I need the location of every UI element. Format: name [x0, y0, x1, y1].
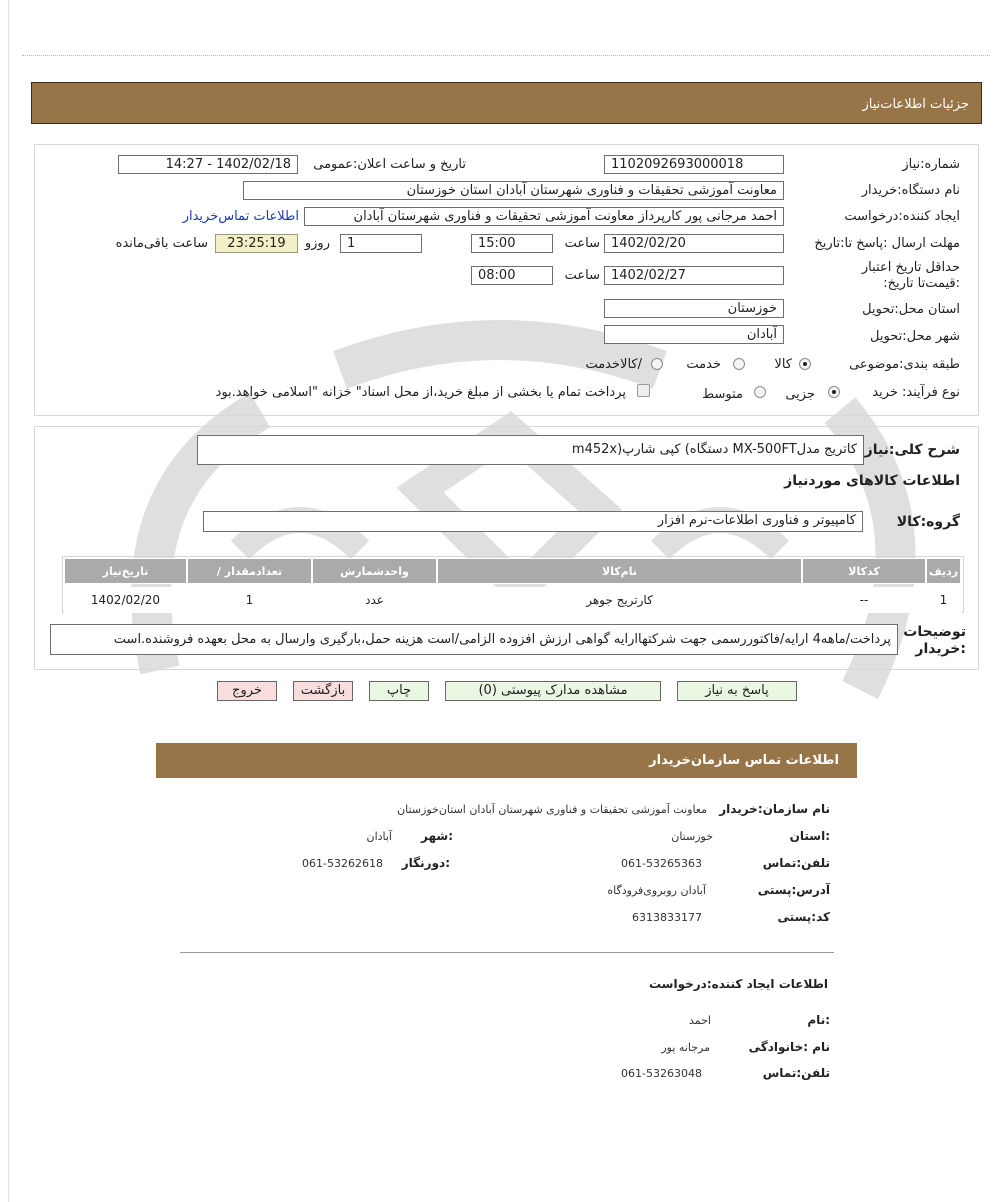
delivery-province-field[interactable]: خوزستان	[604, 299, 784, 318]
table-header-need-date: تاریخ‌نیاز	[64, 558, 187, 584]
contact-postal-value: 6313833177	[632, 911, 702, 924]
process-medium-label: متوسط	[702, 387, 743, 402]
reply-button[interactable]: پاسخ به نیاز	[677, 681, 797, 701]
requester-family-value: مرجانه پور	[661, 1041, 710, 1054]
requester-name-label: :نام	[807, 1013, 830, 1027]
need-number-label: شماره:نیاز	[902, 157, 960, 172]
countdown-timer: 23:25:19	[215, 234, 298, 253]
category-goods-service-radio[interactable]	[651, 358, 663, 370]
category-goods-service-label: /کالاخدمت	[585, 357, 642, 372]
table-header-row-number: ردیف	[926, 558, 961, 584]
buyer-notes-field[interactable]: پرداخت/ماهه4 ارایه/فاکتوررسمی جهت شرکتهاارایه گواهی ارزش افزوده الزامی/است هزینه حمل،بارگیری وارسال به محل بعهده فروشنده.است	[50, 624, 898, 655]
contact-org-label: نام سازمان:خریدار	[719, 802, 830, 816]
details-header-bar	[31, 82, 982, 124]
contact-province-value: خوزستان	[671, 830, 713, 843]
treasury-payment-label: پرداخت تمام یا بخشی از مبلغ خرید،از محل اسناد" خزانه "اسلامی خواهد.بود	[215, 385, 626, 400]
table-cell-unit: عدد	[312, 587, 437, 613]
requester-phone-label: تلفن:تماس	[762, 1066, 830, 1080]
contact-address-value: آبادان روبروی‌فرودگاه	[607, 884, 706, 897]
contact-fax-label: :دورنگار	[401, 856, 450, 870]
contact-phone-label: تلفن:تماس	[762, 856, 830, 870]
remaining-time-label: ساعت باقی‌مانده	[115, 236, 208, 251]
contact-phone-value: 061-53265363	[621, 857, 702, 870]
announce-datetime-field[interactable]: 1402/02/18 - 14:27	[118, 155, 298, 174]
process-partial-label: جزیی	[785, 387, 815, 402]
buyer-org-label: نام دستگاه:خریدار	[861, 183, 960, 198]
table-header-item-code: کدکالا	[802, 558, 926, 584]
table-cell-item-name: کارتریج جوهر	[437, 587, 802, 613]
buyer-contact-title: اطلاعات تماس سازمان‌خریدار	[649, 753, 839, 768]
reply-deadline-label: مهلت ارسال :پاسخ تا:تاریخ	[814, 236, 960, 251]
reply-deadline-time-field[interactable]: 15:00	[471, 234, 553, 253]
category-service-radio[interactable]	[733, 358, 745, 370]
contact-separator	[180, 952, 834, 953]
days-field[interactable]: 1	[340, 234, 422, 253]
requester-info-title: اطلاعات ایجاد کننده:درخواست	[648, 977, 828, 991]
table-cell-need-date: 1402/02/20	[64, 587, 187, 613]
announce-datetime-label: تاریخ و ساعت اعلان:عمومی	[313, 157, 466, 172]
category-goods-radio[interactable]	[799, 358, 811, 370]
category-label: طبقه بندی:موضوعی	[849, 357, 960, 372]
table-cell-quantity: 1	[187, 587, 312, 613]
reply-deadline-date-field[interactable]: 1402/02/20	[604, 234, 784, 253]
table-cell-item-code: --	[802, 587, 926, 613]
requester-label: ایجاد کننده:درخواست	[844, 209, 960, 224]
price-validity-date-field[interactable]: 1402/02/27	[604, 266, 784, 285]
contact-fax-value: 061-53262618	[302, 857, 383, 870]
table-header-unit: واحدشمارش	[312, 558, 437, 584]
delivery-province-label: استان محل:تحویل	[862, 302, 960, 317]
table-cell-row-number: 1	[926, 587, 961, 613]
exit-button[interactable]: خروج	[217, 681, 277, 701]
price-validity-label: حداقل تاریخ اعتبار :قیمت‌تا تاریخ:	[861, 260, 960, 291]
details-header-title: جزئیات اطلاعات‌نیاز	[862, 97, 969, 112]
contact-address-label: آدرس:پستی	[757, 883, 830, 897]
category-goods-label: کالا	[774, 357, 792, 372]
buyer-org-field[interactable]: معاونت آموزشی تحقیقات و فناوری شهرستان آبادان استان خوزستان	[243, 181, 784, 200]
buyer-contact-link[interactable]: اطلاعات تماس‌خریدار	[182, 209, 299, 224]
contact-org-value: معاونت آموزشی تحقیقات و فناوری شهرستان آبادان استان‌خوزستان	[397, 803, 707, 816]
requester-field[interactable]: احمد مرجانی پور کارپرداز معاونت آموزشی تحقیقات و فناوری شهرستان آبادان	[304, 207, 784, 226]
price-validity-time-label: ساعت	[564, 268, 600, 283]
process-type-label: نوع فرآیند: خرید	[872, 385, 960, 400]
price-validity-time-field[interactable]: 08:00	[471, 266, 553, 285]
need-number-field[interactable]: 1102092693000018	[604, 155, 784, 174]
goods-group-label: گروه:کالا	[896, 514, 960, 530]
requester-phone-value: 061-53263048	[621, 1067, 702, 1080]
reply-deadline-time-label: ساعت	[564, 236, 600, 251]
contact-postal-label: کد:پستی	[777, 910, 830, 924]
buyer-notes-label: توضیحات :خریدار	[903, 624, 966, 657]
treasury-payment-checkbox[interactable]	[637, 384, 650, 397]
summary-label: شرح کلی:نیاز	[864, 442, 960, 458]
page-left-border	[8, 0, 9, 1202]
goods-group-field[interactable]: کامپیوتر و فناوری اطلاعات-نرم افزار	[203, 511, 863, 532]
back-button[interactable]: بازگشت	[293, 681, 353, 701]
delivery-city-field[interactable]: آبادان	[604, 325, 784, 344]
top-divider	[22, 55, 990, 56]
summary-field[interactable]: کاتریج مدلMX-500FT دستگاه) کپی شارپ(m452x	[197, 435, 864, 465]
category-service-label: خدمت	[686, 357, 721, 372]
table-header-item-name: نام‌کالا	[437, 558, 802, 584]
contact-city-label: :شهر	[421, 829, 453, 843]
requester-family-label: نام :خانوادگی	[748, 1040, 830, 1054]
buyer-contact-header-bar	[156, 743, 857, 778]
attachments-button[interactable]: مشاهده مدارک پیوستی (0)	[445, 681, 661, 701]
process-partial-radio[interactable]	[828, 386, 840, 398]
contact-province-label: :استان	[789, 829, 830, 843]
days-label: روزو	[304, 236, 330, 251]
print-button[interactable]: چاپ	[369, 681, 429, 701]
requester-name-value: احمد	[689, 1014, 711, 1027]
goods-title: اطلاعات کالاهای موردنیاز	[784, 473, 960, 489]
table-header-quantity: / تعدادمقدار	[187, 558, 312, 584]
delivery-city-label: شهر محل:تحویل	[870, 329, 960, 344]
process-medium-radio[interactable]	[754, 386, 766, 398]
contact-city-value: آبادان	[366, 830, 392, 843]
